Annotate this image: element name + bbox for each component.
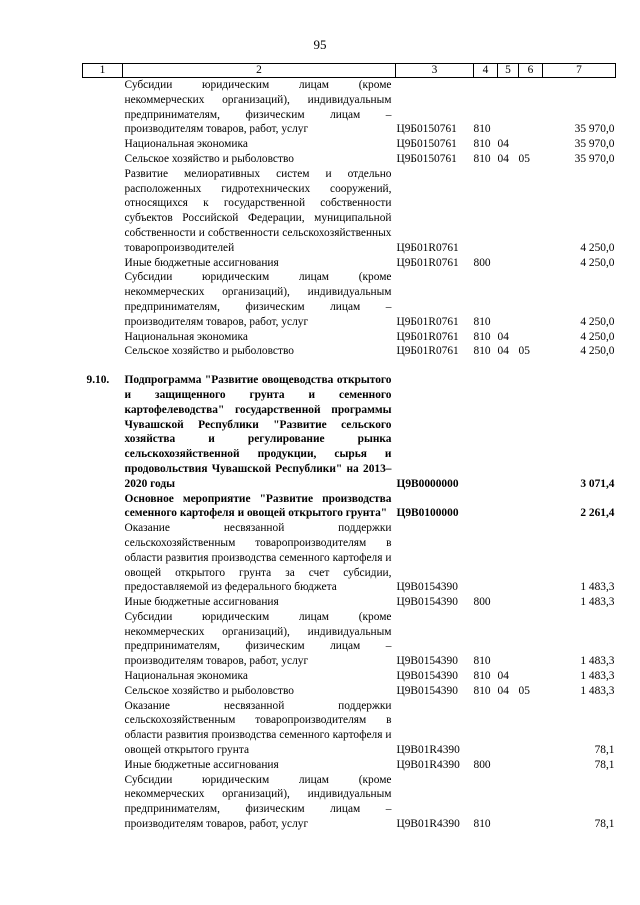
table-row [83,758,616,773]
row-section [498,758,519,773]
row-expense-type: 810 [473,655,491,668]
row-name: Основное мероприятие "Развитие производства семенного картофеля и овощей открытого грунта" [124,492,392,520]
header-cell: 6 [519,64,543,78]
row-subsection [519,256,543,271]
header-cell: 2 [123,64,396,78]
row-subsection: 05 [518,684,530,697]
row-amount: 4 250,0 [580,345,615,358]
row-expense-type [474,492,498,522]
row-expense-type: 810 [473,345,491,358]
header-cell: 7 [543,64,616,78]
row-amount: 35 970,0 [574,152,615,165]
table-row [83,492,616,522]
row-code: Ц9В0100000 [396,507,459,520]
row-number [83,773,123,832]
table-row [83,256,616,271]
row-subsection [519,167,543,256]
row-number [83,152,123,167]
row-amount: 35 970,0 [574,138,615,151]
row-subsection [519,137,543,152]
table-row [83,684,616,699]
row-section [498,610,519,669]
row-code: Ц9В01R4390 [396,758,460,771]
header-cell: 5 [498,64,519,78]
row-expense-type: 810 [473,670,491,683]
row-section [498,595,519,610]
row-name: Национальная экономика [124,670,248,683]
table-row [83,152,616,167]
row-expense-type: 810 [473,330,491,343]
header-cell: 1 [83,64,123,78]
row-expense-type [474,167,498,256]
row-number [83,684,123,699]
row-name: Сельское хозяйство и рыболовство [124,684,294,697]
row-subsection [519,610,543,669]
row-section [498,270,519,329]
table-row [83,669,616,684]
row-name: Подпрограмма "Развитие овощеводства открытого и защищенного грунта и семенного картофелеводства" государственной программы Чувашской Республики "Развитие сельского хозяйства и регулирование рынка сельскохозяйственной продукции, сырья и продовольствия Чувашской Республики" на 2013–2020 годы [124,374,392,490]
spacer-row [83,359,616,373]
row-code: Ц9В0154390 [396,670,458,683]
row-code: Ц9В0154390 [396,684,458,697]
row-expense-type [474,521,498,595]
row-amount: 1 483,3 [580,581,615,594]
row-section [498,773,519,832]
row-number [83,78,123,138]
row-expense-type: 810 [473,138,491,151]
row-name: Иные бюджетные ассигнования [124,758,279,771]
row-number [83,256,123,271]
row-expense-type: 810 [473,315,491,328]
row-number [83,758,123,773]
header-cell: 4 [474,64,498,78]
row-section: 04 [497,330,509,343]
row-number [83,521,123,595]
table-row [83,330,616,345]
row-subsection [519,330,543,345]
row-number: 9.10. [86,374,110,387]
row-code: Ц9В0154390 [396,581,458,594]
row-name: Сельское хозяйство и рыболовство [124,345,294,358]
row-amount: 1 483,3 [580,655,615,668]
row-amount: 78,1 [594,818,615,831]
row-subsection [519,521,543,595]
row-code: Ц9В0000000 [396,477,459,490]
row-expense-type: 810 [473,123,491,136]
spacer-cell [83,359,616,373]
row-subsection [519,669,543,684]
row-section [498,492,519,522]
row-number [83,699,123,758]
row-name: Субсидии юридическим лицам (кроме некоммерческих организаций), индивидуальным предпринимателям, физическим лицам – производителям товаров, работ, услуг [124,773,392,831]
row-code: Ц9Б01R0761 [396,330,459,343]
row-code: Ц9Б0150761 [396,138,457,151]
row-expense-type [474,699,498,758]
row-name: Оказание несвязанной поддержки сельскохозяйственным товаропроизводителям в области развития производства семенного картофеля и овощей открытого грунта за счет субсидии, предоставляемой из федерального бюджета [124,522,392,594]
row-code: Ц9В0154390 [396,596,458,609]
row-amount: 78,1 [594,744,615,757]
table-row [83,595,616,610]
row-code: Ц9Б01R0761 [396,241,459,254]
row-section: 04 [497,670,509,683]
row-subsection [519,492,543,522]
row-name: Оказание несвязанной поддержки сельскохозяйственным товаропроизводителям в области развития производства семенного картофеля и овощей открытого грунта [124,699,392,757]
row-number [83,330,123,345]
header-cell: 3 [396,64,474,78]
row-amount: 35 970,0 [574,123,615,136]
row-code: Ц9Б0150761 [396,123,457,136]
row-subsection [519,78,543,138]
row-amount: 4 250,0 [580,241,615,254]
row-number [83,610,123,669]
row-name: Национальная экономика [124,138,248,151]
row-section: 04 [497,152,509,165]
row-number [83,595,123,610]
row-amount: 2 261,4 [580,507,615,520]
row-code: Ц9В0154390 [396,655,458,668]
row-number [83,669,123,684]
row-amount: 1 483,3 [580,670,615,683]
row-number [83,492,123,522]
row-section [498,373,519,491]
row-name: Развитие мелиоративных систем и отдельно расположенных гидротехнических сооружений, относящихся к государственной собственности субъектов Российской Федерации, муниципальной собственности и собственности сельскохозяйственных товаропроизводителей [124,167,392,254]
row-amount: 1 483,3 [580,596,615,609]
row-amount: 4 250,0 [580,256,615,269]
row-expense-type: 800 [473,256,491,269]
table-row [83,344,616,359]
row-expense-type: 810 [473,684,491,697]
table-row [83,270,616,329]
row-amount: 3 071,4 [580,477,615,490]
row-name: Субсидии юридическим лицам (кроме некоммерческих организаций), индивидуальным предпринимателям, физическим лицам – производителям товаров, работ, услуг [124,271,392,328]
row-section [498,256,519,271]
row-amount: 4 250,0 [580,330,615,343]
row-name: Иные бюджетные ассигнования [124,256,279,269]
row-name: Субсидии юридическим лицам (кроме некоммерческих организаций), индивидуальным предпринимателям, физическим лицам – производителям товаров, работ, услуг [124,79,392,136]
row-name: Сельское хозяйство и рыболовство [124,152,294,165]
table-header-row [83,64,616,78]
row-amount: 1 483,3 [580,684,615,697]
row-section: 04 [497,138,509,151]
table-row [83,610,616,669]
row-expense-type: 810 [473,152,491,165]
table-row [83,78,616,138]
row-code: Ц9Б01R0761 [396,345,459,358]
row-expense-type [474,373,498,491]
row-section: 04 [497,684,509,697]
row-expense-type: 810 [473,818,491,831]
row-subsection: 05 [518,345,530,358]
row-code: Ц9Б0150761 [396,152,457,165]
row-amount: 78,1 [594,758,615,771]
row-amount: 4 250,0 [580,315,615,328]
row-subsection [519,595,543,610]
row-section [498,167,519,256]
row-subsection [519,373,543,491]
row-code: Ц9Б01R0761 [396,315,459,328]
page-number: 95 [313,37,327,52]
row-number [83,270,123,329]
row-code: Ц9В01R4390 [396,744,460,757]
table-row [83,167,616,256]
table-row [83,137,616,152]
row-expense-type: 800 [473,596,491,609]
row-number [83,137,123,152]
table-row [83,521,616,595]
row-name: Национальная экономика [124,330,248,343]
row-code: Ц9В01R4390 [396,818,460,831]
row-code: Ц9Б01R0761 [396,256,459,269]
row-subsection [519,270,543,329]
row-subsection [519,773,543,832]
table-row [83,699,616,758]
row-section [498,699,519,758]
row-number [83,344,123,359]
row-section: 04 [497,345,509,358]
row-number [83,167,123,256]
row-subsection: 05 [518,152,530,165]
row-subsection [519,758,543,773]
row-section [498,78,519,138]
budget-table [82,63,616,832]
table-row [83,373,616,491]
row-subsection [519,699,543,758]
row-name: Субсидии юридическим лицам (кроме некоммерческих организаций), индивидуальным предпринимателям, физическим лицам – производителям товаров, работ, услуг [124,610,392,668]
table-row [83,773,616,832]
row-name: Иные бюджетные ассигнования [124,596,279,609]
row-section [498,521,519,595]
row-expense-type: 800 [473,758,491,771]
